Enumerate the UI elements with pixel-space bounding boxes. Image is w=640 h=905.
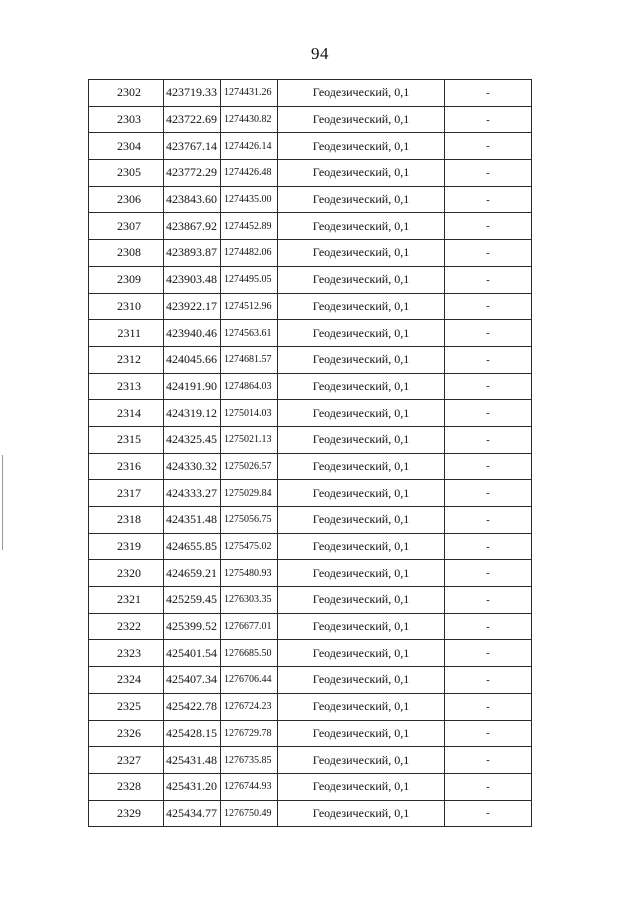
y-coordinate-cell: 1274482.06 bbox=[221, 240, 278, 267]
note-cell: - bbox=[445, 453, 532, 480]
y-coordinate-cell: 1275021.13 bbox=[221, 426, 278, 453]
table-row bbox=[89, 720, 532, 747]
y-coordinate-cell: 1274430.82 bbox=[221, 106, 278, 133]
table-row bbox=[89, 240, 532, 267]
x-coordinate-cell: 424045.66 bbox=[164, 346, 221, 373]
method-accuracy-cell: Геодезический, 0,1 bbox=[278, 186, 445, 213]
note-cell: - bbox=[445, 640, 532, 667]
page-number: 94 bbox=[311, 44, 329, 63]
y-coordinate-cell: 1274512.96 bbox=[221, 293, 278, 320]
point-number-cell: 2323 bbox=[89, 640, 164, 667]
method-accuracy-cell: Геодезический, 0,1 bbox=[278, 533, 445, 560]
table-row bbox=[89, 533, 532, 560]
x-coordinate-cell: 425428.15 bbox=[164, 720, 221, 747]
table-row bbox=[89, 186, 532, 213]
method-accuracy-cell: Геодезический, 0,1 bbox=[278, 720, 445, 747]
y-coordinate-cell: 1276303.35 bbox=[221, 587, 278, 614]
x-coordinate-cell: 425407.34 bbox=[164, 667, 221, 694]
method-accuracy-cell: Геодезический, 0,1 bbox=[278, 613, 445, 640]
x-coordinate-cell: 424319.12 bbox=[164, 400, 221, 427]
method-accuracy-cell: Геодезический, 0,1 bbox=[278, 587, 445, 614]
note-cell: - bbox=[445, 773, 532, 800]
method-accuracy-cell: Геодезический, 0,1 bbox=[278, 640, 445, 667]
x-coordinate-cell: 423922.17 bbox=[164, 293, 221, 320]
x-coordinate-cell: 424351.48 bbox=[164, 507, 221, 534]
y-coordinate-cell: 1274452.89 bbox=[221, 213, 278, 240]
y-coordinate-cell: 1274435.00 bbox=[221, 186, 278, 213]
method-accuracy-cell: Геодезический, 0,1 bbox=[278, 293, 445, 320]
point-number-cell: 2326 bbox=[89, 720, 164, 747]
table-row bbox=[89, 747, 532, 774]
point-number-cell: 2327 bbox=[89, 747, 164, 774]
x-coordinate-cell: 423722.69 bbox=[164, 106, 221, 133]
note-cell: - bbox=[445, 160, 532, 187]
note-cell: - bbox=[445, 346, 532, 373]
point-number-cell: 2319 bbox=[89, 533, 164, 560]
y-coordinate-cell: 1276744.93 bbox=[221, 773, 278, 800]
point-number-cell: 2308 bbox=[89, 240, 164, 267]
table-row bbox=[89, 800, 532, 827]
y-coordinate-cell: 1275475.02 bbox=[221, 533, 278, 560]
method-accuracy-cell: Геодезический, 0,1 bbox=[278, 160, 445, 187]
x-coordinate-cell: 423719.33 bbox=[164, 80, 221, 107]
x-coordinate-cell: 423843.60 bbox=[164, 186, 221, 213]
y-coordinate-cell: 1274431.26 bbox=[221, 80, 278, 107]
table-row bbox=[89, 560, 532, 587]
y-coordinate-cell: 1275480.93 bbox=[221, 560, 278, 587]
method-accuracy-cell: Геодезический, 0,1 bbox=[278, 480, 445, 507]
method-accuracy-cell: Геодезический, 0,1 bbox=[278, 346, 445, 373]
method-accuracy-cell: Геодезический, 0,1 bbox=[278, 800, 445, 827]
x-coordinate-cell: 424330.32 bbox=[164, 453, 221, 480]
note-cell: - bbox=[445, 667, 532, 694]
y-coordinate-cell: 1276685.50 bbox=[221, 640, 278, 667]
note-cell: - bbox=[445, 507, 532, 534]
point-number-cell: 2317 bbox=[89, 480, 164, 507]
y-coordinate-cell: 1276735.85 bbox=[221, 747, 278, 774]
x-coordinate-cell: 424333.27 bbox=[164, 480, 221, 507]
note-cell: - bbox=[445, 720, 532, 747]
note-cell: - bbox=[445, 560, 532, 587]
table-row bbox=[89, 773, 532, 800]
point-number-cell: 2329 bbox=[89, 800, 164, 827]
method-accuracy-cell: Геодезический, 0,1 bbox=[278, 266, 445, 293]
note-cell: - bbox=[445, 293, 532, 320]
table-row bbox=[89, 587, 532, 614]
scan-edge-mark bbox=[2, 455, 3, 550]
point-number-cell: 2306 bbox=[89, 186, 164, 213]
point-number-cell: 2313 bbox=[89, 373, 164, 400]
note-cell: - bbox=[445, 213, 532, 240]
point-number-cell: 2318 bbox=[89, 507, 164, 534]
y-coordinate-cell: 1274864.03 bbox=[221, 373, 278, 400]
method-accuracy-cell: Геодезический, 0,1 bbox=[278, 560, 445, 587]
point-number-cell: 2307 bbox=[89, 213, 164, 240]
note-cell: - bbox=[445, 693, 532, 720]
table-row bbox=[89, 640, 532, 667]
method-accuracy-cell: Геодезический, 0,1 bbox=[278, 747, 445, 774]
table-row bbox=[89, 453, 532, 480]
method-accuracy-cell: Геодезический, 0,1 bbox=[278, 400, 445, 427]
x-coordinate-cell: 425401.54 bbox=[164, 640, 221, 667]
x-coordinate-cell: 425431.20 bbox=[164, 773, 221, 800]
point-number-cell: 2321 bbox=[89, 587, 164, 614]
note-cell: - bbox=[445, 186, 532, 213]
y-coordinate-cell: 1274681.57 bbox=[221, 346, 278, 373]
table-row bbox=[89, 373, 532, 400]
y-coordinate-cell: 1276724.23 bbox=[221, 693, 278, 720]
y-coordinate-cell: 1276677.01 bbox=[221, 613, 278, 640]
method-accuracy-cell: Геодезический, 0,1 bbox=[278, 80, 445, 107]
method-accuracy-cell: Геодезический, 0,1 bbox=[278, 693, 445, 720]
point-number-cell: 2304 bbox=[89, 133, 164, 160]
method-accuracy-cell: Геодезический, 0,1 bbox=[278, 133, 445, 160]
x-coordinate-cell: 423893.87 bbox=[164, 240, 221, 267]
x-coordinate-cell: 424659.21 bbox=[164, 560, 221, 587]
point-number-cell: 2325 bbox=[89, 693, 164, 720]
method-accuracy-cell: Геодезический, 0,1 bbox=[278, 373, 445, 400]
x-coordinate-cell: 424655.85 bbox=[164, 533, 221, 560]
note-cell: - bbox=[445, 80, 532, 107]
x-coordinate-cell: 424325.45 bbox=[164, 426, 221, 453]
method-accuracy-cell: Геодезический, 0,1 bbox=[278, 240, 445, 267]
table-row bbox=[89, 293, 532, 320]
x-coordinate-cell: 423867.92 bbox=[164, 213, 221, 240]
table-row bbox=[89, 320, 532, 347]
note-cell: - bbox=[445, 133, 532, 160]
table-row bbox=[89, 400, 532, 427]
y-coordinate-cell: 1274563.61 bbox=[221, 320, 278, 347]
point-number-cell: 2310 bbox=[89, 293, 164, 320]
y-coordinate-cell: 1275026.57 bbox=[221, 453, 278, 480]
x-coordinate-cell: 425259.45 bbox=[164, 587, 221, 614]
point-number-cell: 2315 bbox=[89, 426, 164, 453]
table-row bbox=[89, 106, 532, 133]
note-cell: - bbox=[445, 373, 532, 400]
table-row bbox=[89, 213, 532, 240]
y-coordinate-cell: 1275029.84 bbox=[221, 480, 278, 507]
x-coordinate-cell: 423767.14 bbox=[164, 133, 221, 160]
method-accuracy-cell: Геодезический, 0,1 bbox=[278, 453, 445, 480]
note-cell: - bbox=[445, 240, 532, 267]
y-coordinate-cell: 1274426.48 bbox=[221, 160, 278, 187]
note-cell: - bbox=[445, 106, 532, 133]
note-cell: - bbox=[445, 587, 532, 614]
coordinates-table bbox=[88, 79, 532, 827]
point-number-cell: 2316 bbox=[89, 453, 164, 480]
x-coordinate-cell: 425399.52 bbox=[164, 613, 221, 640]
note-cell: - bbox=[445, 320, 532, 347]
table-row bbox=[89, 426, 532, 453]
point-number-cell: 2303 bbox=[89, 106, 164, 133]
point-number-cell: 2305 bbox=[89, 160, 164, 187]
point-number-cell: 2324 bbox=[89, 667, 164, 694]
point-number-cell: 2312 bbox=[89, 346, 164, 373]
y-coordinate-cell: 1274495.05 bbox=[221, 266, 278, 293]
table-row bbox=[89, 480, 532, 507]
x-coordinate-cell: 425431.48 bbox=[164, 747, 221, 774]
point-number-cell: 2314 bbox=[89, 400, 164, 427]
x-coordinate-cell: 423772.29 bbox=[164, 160, 221, 187]
x-coordinate-cell: 425434.77 bbox=[164, 800, 221, 827]
table-row bbox=[89, 266, 532, 293]
table-row bbox=[89, 693, 532, 720]
x-coordinate-cell: 423940.46 bbox=[164, 320, 221, 347]
point-number-cell: 2322 bbox=[89, 613, 164, 640]
point-number-cell: 2311 bbox=[89, 320, 164, 347]
note-cell: - bbox=[445, 533, 532, 560]
note-cell: - bbox=[445, 747, 532, 774]
note-cell: - bbox=[445, 480, 532, 507]
table-row bbox=[89, 346, 532, 373]
y-coordinate-cell: 1274426.14 bbox=[221, 133, 278, 160]
table-row bbox=[89, 667, 532, 694]
method-accuracy-cell: Геодезический, 0,1 bbox=[278, 507, 445, 534]
table-row bbox=[89, 160, 532, 187]
point-number-cell: 2320 bbox=[89, 560, 164, 587]
table-row bbox=[89, 80, 532, 107]
note-cell: - bbox=[445, 613, 532, 640]
method-accuracy-cell: Геодезический, 0,1 bbox=[278, 426, 445, 453]
table-row bbox=[89, 133, 532, 160]
y-coordinate-cell: 1276750.49 bbox=[221, 800, 278, 827]
y-coordinate-cell: 1275056.75 bbox=[221, 507, 278, 534]
x-coordinate-cell: 423903.48 bbox=[164, 266, 221, 293]
y-coordinate-cell: 1275014.03 bbox=[221, 400, 278, 427]
y-coordinate-cell: 1276729.78 bbox=[221, 720, 278, 747]
note-cell: - bbox=[445, 426, 532, 453]
note-cell: - bbox=[445, 400, 532, 427]
x-coordinate-cell: 425422.78 bbox=[164, 693, 221, 720]
point-number-cell: 2302 bbox=[89, 80, 164, 107]
method-accuracy-cell: Геодезический, 0,1 bbox=[278, 667, 445, 694]
table-row bbox=[89, 507, 532, 534]
point-number-cell: 2328 bbox=[89, 773, 164, 800]
point-number-cell: 2309 bbox=[89, 266, 164, 293]
y-coordinate-cell: 1276706.44 bbox=[221, 667, 278, 694]
coordinates-table-body bbox=[89, 80, 532, 827]
note-cell: - bbox=[445, 800, 532, 827]
method-accuracy-cell: Геодезический, 0,1 bbox=[278, 773, 445, 800]
x-coordinate-cell: 424191.90 bbox=[164, 373, 221, 400]
table-row bbox=[89, 613, 532, 640]
method-accuracy-cell: Геодезический, 0,1 bbox=[278, 320, 445, 347]
note-cell: - bbox=[445, 266, 532, 293]
method-accuracy-cell: Геодезический, 0,1 bbox=[278, 106, 445, 133]
method-accuracy-cell: Геодезический, 0,1 bbox=[278, 213, 445, 240]
